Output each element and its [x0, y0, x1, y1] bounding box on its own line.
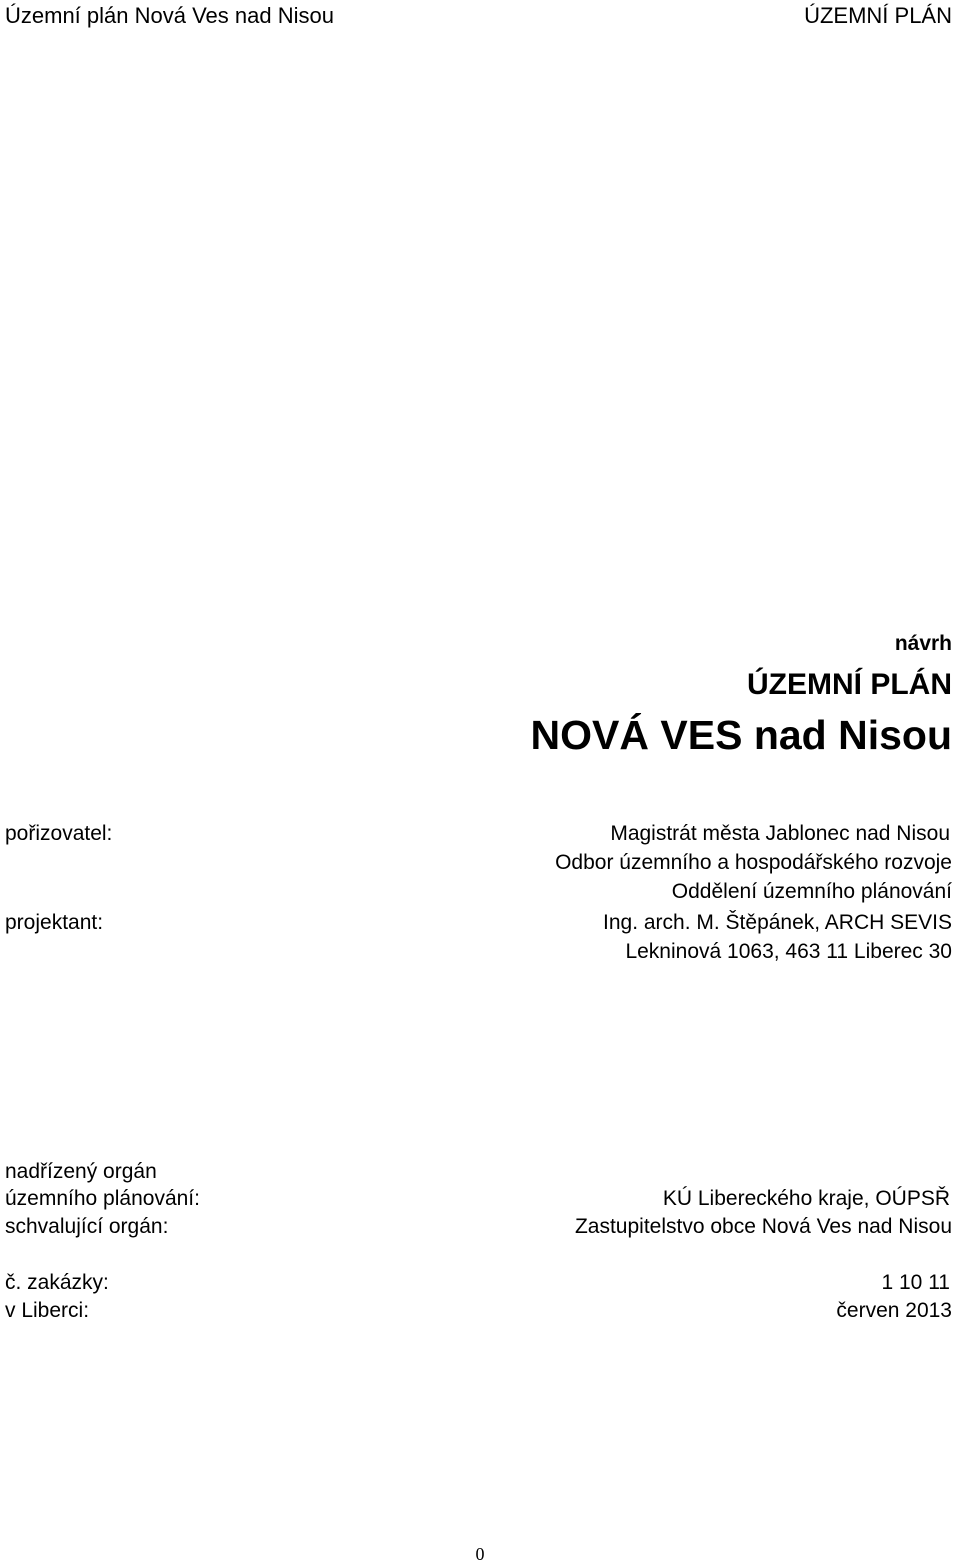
- porizovatel-line-2: Odbor územního a hospodářského rozvoje: [555, 851, 952, 874]
- schvalujici-value: Zastupitelstvo obce Nová Ves nad Nisou: [574, 1215, 952, 1238]
- header-left-title: Územní plán Nová Ves nad Nisou: [5, 3, 334, 28]
- porizovatel-label: pořizovatel:: [5, 822, 113, 845]
- zakazka-value: 1 10 11: [881, 1271, 950, 1294]
- projektant-line-1: Ing. arch. M. Štěpánek, ARCH SEVIS: [603, 911, 952, 934]
- header-right-title: ÚZEMNÍ PLÁN: [804, 3, 952, 28]
- draft-label: návrh: [894, 632, 952, 655]
- title-line-2: NOVÁ VES nad Nisou: [530, 712, 952, 758]
- title-line-1: ÚZEMNÍ PLÁN: [747, 668, 952, 701]
- porizovatel-line-3: Oddělení územního plánování: [671, 880, 952, 903]
- nadrizeny-label-line-2: územního plánování:: [5, 1187, 200, 1210]
- projektant-label: projektant:: [5, 911, 104, 934]
- page-number: 0: [475, 1544, 485, 1564]
- projektant-line-2: Lekninová 1063, 463 11 Liberec 30: [625, 940, 952, 963]
- misto-label: v Liberci:: [5, 1299, 90, 1322]
- zakazka-label: č. zakázky:: [5, 1271, 109, 1294]
- nadrizeny-value: KÚ Libereckého kraje, OÚPSŘ: [662, 1187, 950, 1210]
- porizovatel-line-1: Magistrát města Jablonec nad Nisou: [610, 822, 950, 845]
- schvalujici-label: schvalující orgán:: [5, 1215, 169, 1238]
- nadrizeny-label-line-1: nadřízený orgán: [5, 1160, 157, 1183]
- date-value: červen 2013: [836, 1299, 952, 1322]
